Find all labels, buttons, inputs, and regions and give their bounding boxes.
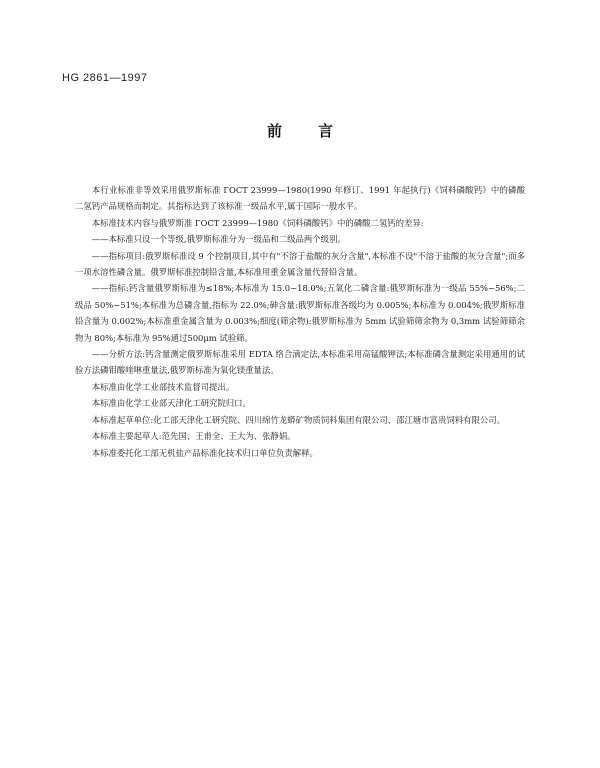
paragraph: ——本标准只设一个等级,俄罗斯标准分为一级品和二级品两个级别。 [91, 234, 346, 245]
paragraph: ——分析方法:钙含量测定俄罗斯标准采用 EDTA 络合滴定法,本标准采用高锰酸钾法;本标准磷含量测定采用通用的试验方法磷钼酸喹啉重量法,俄罗斯标准为氧化镁重量法。 [75, 349, 525, 376]
paragraph: 本标准委托化工部无机盐产品标准化技术归口单位负责解释。 [91, 447, 318, 458]
paragraph: ——指标:钙含量俄罗斯标准为≤18%;本标准为 15.0~18.0%;五氧化二磷含量:俄罗斯标准为一级品 55%~56%;二级品 50%~51%;本标准为总磷含量,指标为 22.0%;砷含量:俄罗斯标准各级均为 0.005%;本标准为 0.004%;俄罗斯标准铅含量为 0.002%;本标准重金属含量为 0.003%;细度(筛余物):俄罗斯标准为 5mm 试验筛筛余物为 0,3mm 试验筛筛余物为 80%;本标准为 95%通过500μm 试验筛。 [75, 283, 525, 343]
paragraph: 本标准技术内容与俄罗斯准 ГОСТ 23999—1980《饲料磷酸钙》中的磷酸二氢钙的差异: [91, 217, 424, 228]
foreword-body [75, 182, 525, 461]
paragraph: 本标准由化学工业部技术监督司提出。 [91, 381, 235, 392]
paragraph: 本标准起草单位:化工部天津化工研究院、四川绵竹龙蟒矿物质饲料集团有限公司、邵江塘市富贵饲料有限公司。 [91, 414, 505, 425]
paragraph: 本标准主要起草人:范先国、王甫全、王大为、张静娟。 [91, 431, 296, 442]
paragraph: 本标准由化学工业部天津化工研究院归口。 [91, 398, 251, 409]
page-title: 前言 [266, 122, 369, 140]
paragraph: ——指标项目:俄罗斯标准设 9 个控制项目,其中有"不溶于盐酸的灰分含量",本标准不设"不溶于盐酸的灰分含量";而多一项水溶性磷含量。俄罗斯标准控制铅含量,本标准用重金属含量代替铅含量。 [75, 250, 525, 278]
standard-code: HG 2861—1997 [62, 72, 148, 84]
paragraph: 本行业标准非等效采用俄罗斯标准 ГОСТ 23999—1980(1990 年修订、1991 年起执行)《饲料磷酸钙》中的磷酸二氢钙产品规格而制定。其指标达到了该标准一级品水平,属于国际一般水平。 [75, 185, 525, 212]
